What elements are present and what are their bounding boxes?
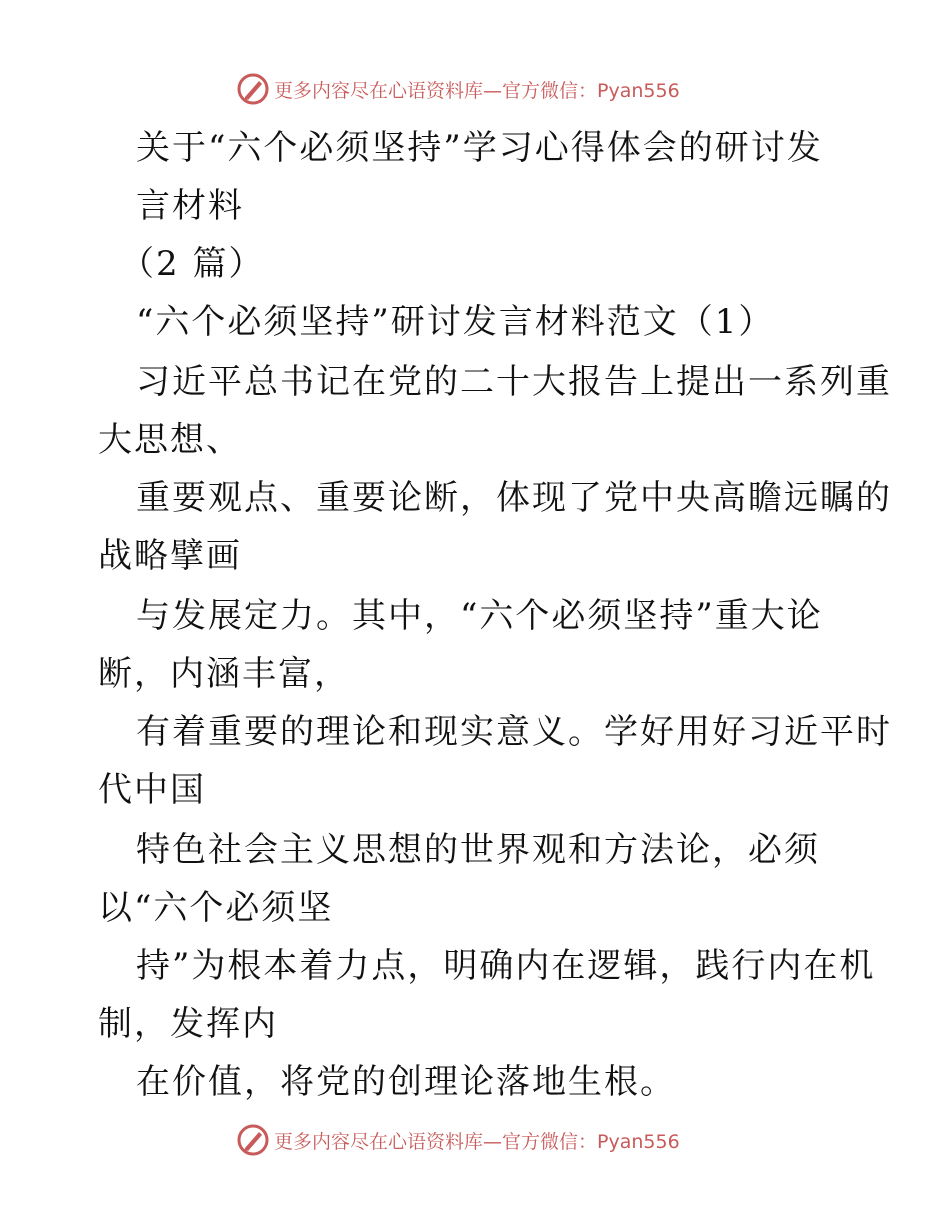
- body-line: 特色社会主义思想的世界观和方法论，必须: [136, 830, 820, 870]
- body-line: 持”为根本着力点，明确内在逻辑，践行内在机: [136, 946, 876, 986]
- body-line: 习近平总书记在党的二十大报告上提出一系列重: [136, 362, 892, 402]
- body-line: 代中国: [98, 770, 206, 810]
- body-line: 大思想、: [98, 420, 242, 460]
- watermark-footer: [236, 1123, 680, 1157]
- body-line: 制，发挥内: [98, 1004, 278, 1044]
- watermark-text: 更多内容尽在心语资料库—官方微信：Pyan556: [274, 1130, 680, 1153]
- body-line: 有着重要的理论和现实意义。学好用好习近平时: [136, 712, 892, 752]
- body-line: 重要观点、重要论断，体现了党中央高瞻远瞩的: [136, 478, 892, 518]
- section-heading: “六个必须坚持”研讨发言材料范文（1）: [136, 302, 775, 342]
- quill-pen-logo-icon: [236, 1123, 270, 1157]
- body-line: 在价值，将党的创理论落地生根。: [136, 1062, 676, 1102]
- watermark-text: 更多内容尽在心语资料库—官方微信：Pyan556: [274, 79, 680, 102]
- watermark-header: [236, 72, 680, 106]
- body-line: 以“六个必须坚: [98, 888, 334, 928]
- doc-title-line-1: 关于“六个必须坚持”学习心得体会的研讨发: [136, 128, 823, 168]
- doc-subtitle: （2 篇）: [120, 244, 265, 284]
- doc-title-line-2: 言材料: [136, 186, 244, 226]
- quill-pen-logo-icon: [236, 72, 270, 106]
- body-line: 战略擘画: [98, 536, 242, 576]
- body-line: 断，内涵丰富，: [98, 654, 350, 694]
- body-line: 与发展定力。其中，“六个必须坚持”重大论: [136, 596, 823, 636]
